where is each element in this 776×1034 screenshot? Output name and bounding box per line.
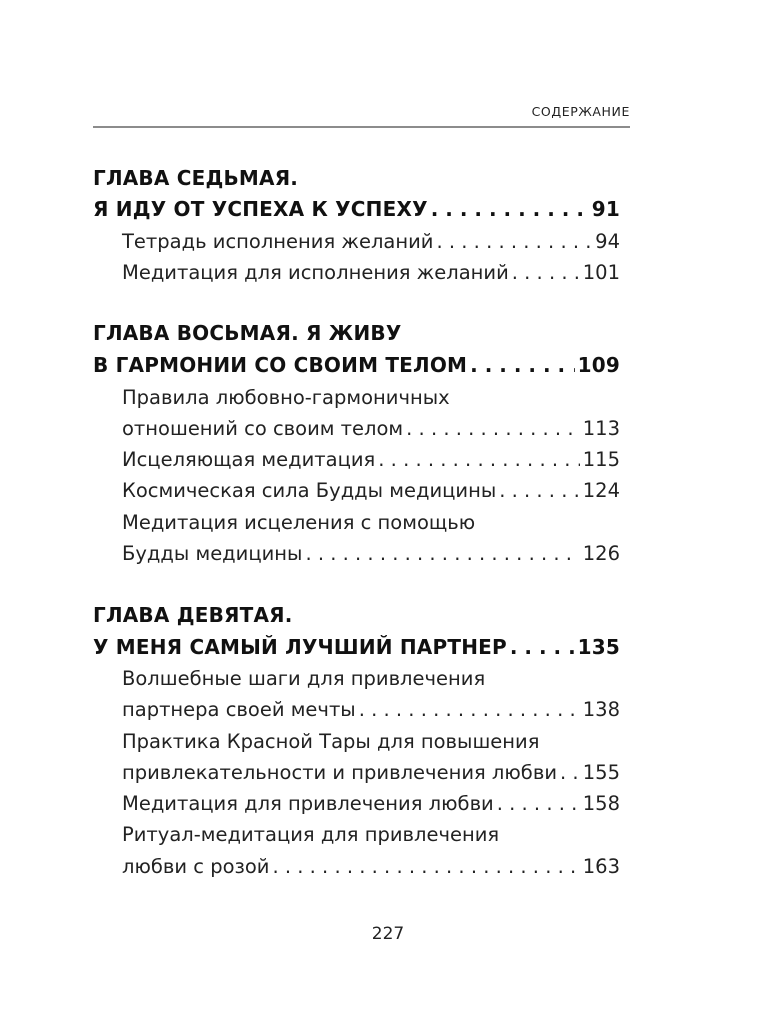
dot-leader [431,194,589,225]
dot-leader [436,226,592,257]
dot-leader [406,413,580,444]
chapter-8-title-line2 [93,350,620,381]
toc-entry [122,788,620,819]
chapter-title: Я ИДУ ОТ УСПЕХА К УСПЕХУ [93,197,428,221]
dot-leader [305,538,579,569]
toc-entry-line1: Правила любовно-гармоничных [122,386,450,409]
toc-entry [122,694,620,725]
dot-leader [359,694,580,725]
dot-leader [560,757,580,788]
toc-entry [122,226,620,257]
page-number: 109 [577,353,620,377]
entry-title: Исцеляющая медитация [122,448,376,471]
entry-title: привлекательности и привлечения любви [122,761,557,784]
dot-leader [512,257,580,288]
entry-title: Космическая сила Будды медицины [122,479,497,502]
toc-entry [122,851,620,882]
toc-entry-line1: Ритуал-медитация для привлечения [122,823,500,846]
page-number: 138 [582,698,620,721]
running-head: СОДЕРЖАНИЕ [531,104,630,119]
entry-title: любви с розой [122,855,270,878]
page-number: 135 [577,635,620,659]
toc-entry-line1: Практика Красной Тары для повышения [122,730,540,753]
page-number: 94 [595,230,620,253]
page-number: 91 [591,197,620,221]
toc-entry [122,757,620,788]
toc-entry [122,538,620,569]
toc-entry-line1: Волшебные шаги для привлечения [122,667,486,690]
page-number: 124 [582,479,620,502]
toc-entry [122,257,620,288]
header-rule [93,126,630,128]
page-number: 155 [582,761,620,784]
toc-entry [122,475,620,506]
dot-leader [510,632,575,663]
folio-page-number: 227 [371,924,405,944]
toc-entry [122,413,620,444]
toc-entry-line1: Медитация исцеления с помощью [122,511,476,534]
dot-leader [470,350,574,381]
page-number: 158 [582,792,620,815]
entry-title: отношений со своим телом [122,417,404,440]
page-number: 113 [582,417,620,440]
chapter-9-title-line2 [93,632,620,663]
page-number: 115 [582,448,620,471]
dot-leader [272,851,579,882]
chapter-9-title-line1: ГЛАВА ДЕВЯТАЯ. [93,603,293,627]
entry-title: Будды медицины [122,542,303,565]
page-number: 126 [582,542,620,565]
entry-title: партнера своей мечты [122,698,356,721]
page-number: 101 [582,261,620,284]
chapter-7-title-line1: ГЛАВА СЕДЬМАЯ. [93,166,299,190]
chapter-8-title-line1: ГЛАВА ВОСЬМАЯ. Я ЖИВУ [93,321,402,345]
chapter-title: В ГАРМОНИИ СО СВОИМ ТЕЛОМ [93,353,468,377]
dot-leader [499,475,580,506]
entry-title: Тетрадь исполнения желаний [122,230,434,253]
entry-title: Медитация для исполнения желаний [122,261,509,284]
toc-entry [122,444,620,475]
dot-leader [378,444,579,475]
chapter-title: У МЕНЯ САМЫЙ ЛУЧШИЙ ПАРТНЕР [93,635,507,659]
chapter-7-title-line2 [93,194,620,225]
entry-title: Медитация для привлечения любви [122,792,494,815]
dot-leader [497,788,580,819]
page-number: 163 [582,855,620,878]
